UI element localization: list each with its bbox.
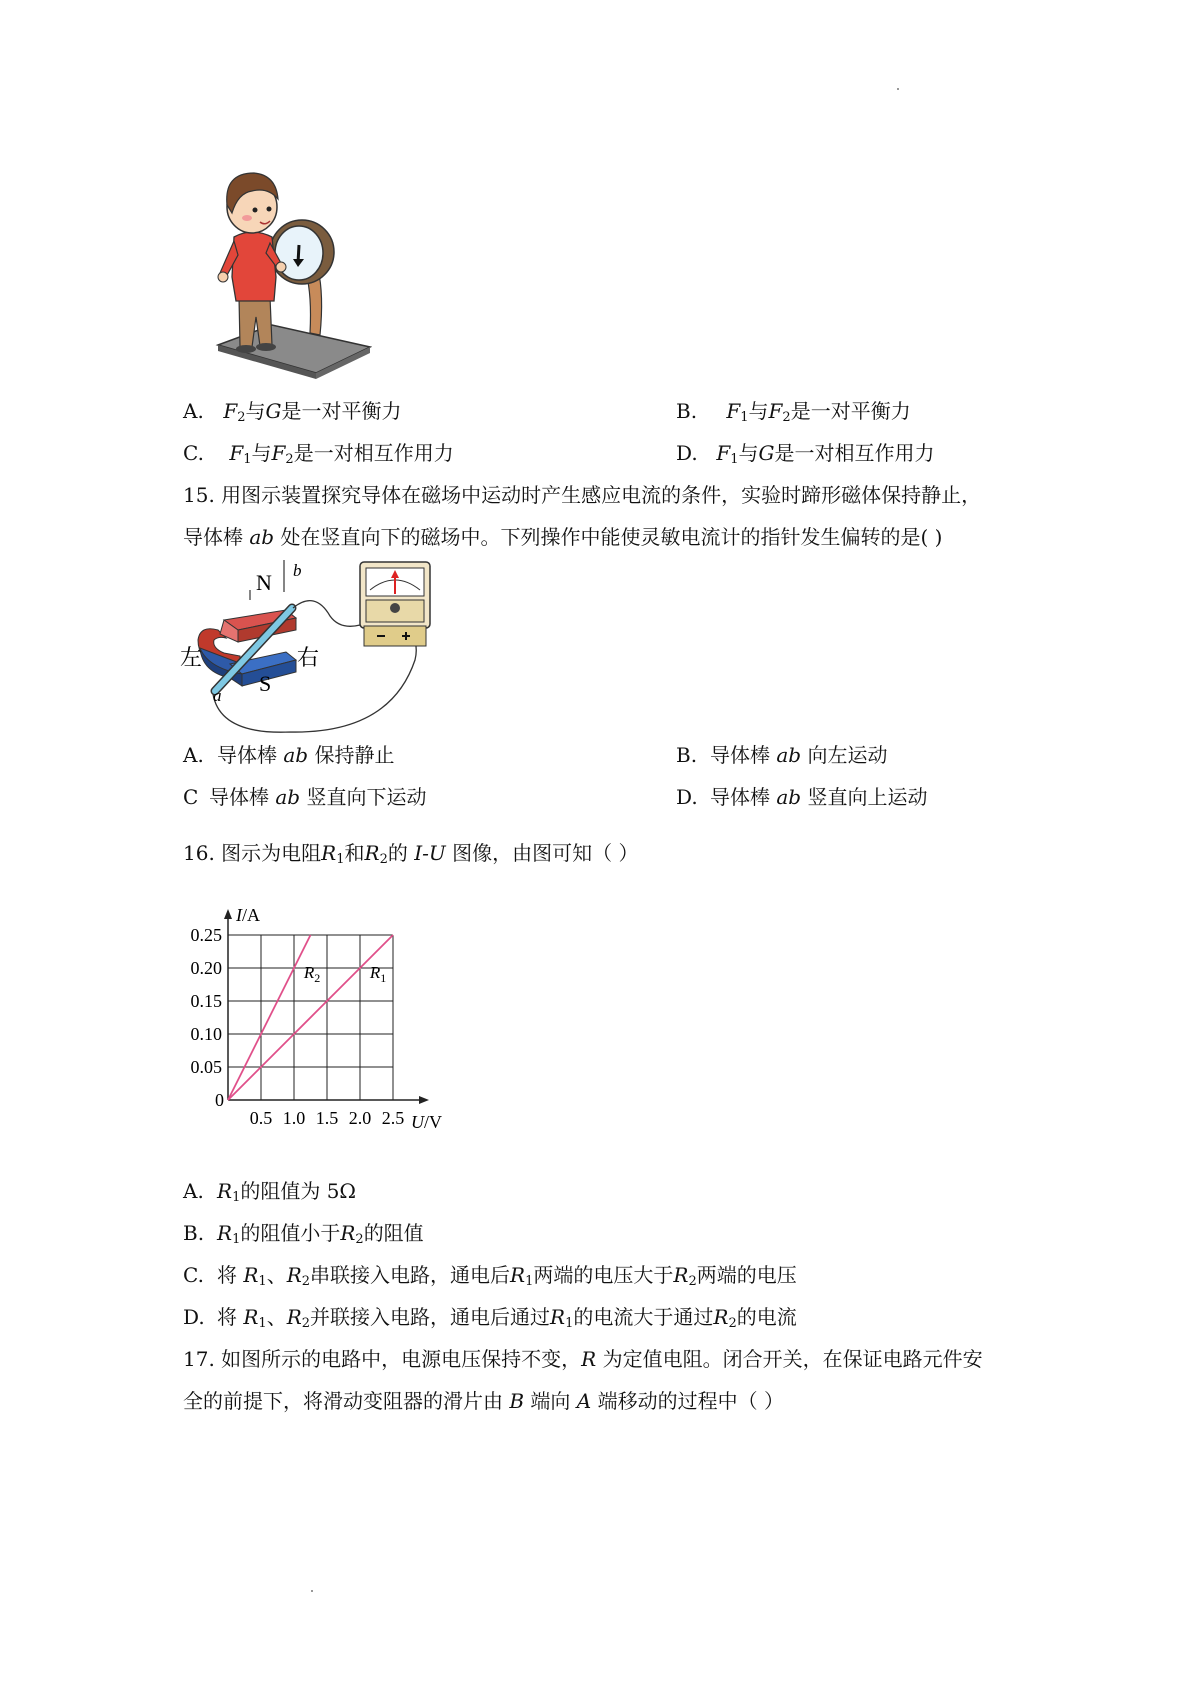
option-text: 、 <box>266 1263 287 1287</box>
var-a: A <box>576 1389 592 1413</box>
option-text: 的电流大于通过 <box>573 1305 714 1329</box>
subscript: 2 <box>301 1316 311 1331</box>
subscript: 1 <box>740 410 749 425</box>
end-a-label: a <box>213 686 222 705</box>
var-f: F <box>726 399 741 423</box>
option-label: D. <box>676 785 698 809</box>
question-text: 为定值电阻。闭合开关，在保证电路元件安 <box>602 1347 983 1371</box>
series-annotation: $R_1$ <box>369 962 387 985</box>
boy-on-scale-illustration <box>212 165 372 380</box>
q14-option-d[interactable] <box>676 440 935 466</box>
q15-option-b[interactable] <box>676 742 887 768</box>
var-iu: I-U <box>414 841 446 865</box>
subscript: 1 <box>565 1316 574 1331</box>
option-text: 将 <box>217 1263 237 1287</box>
iu-graph <box>170 880 470 1130</box>
var-g: G <box>265 399 282 423</box>
q16-option-a[interactable] <box>183 1178 356 1204</box>
subscript: 2 <box>285 452 294 467</box>
q15-stem-line2 <box>183 524 942 550</box>
var-r: R <box>217 1221 233 1245</box>
subscript: 2 <box>782 410 791 425</box>
subscript: 1 <box>232 1190 241 1205</box>
question-text: 图示为电阻 <box>221 841 322 865</box>
var-r: R <box>510 1263 526 1287</box>
option-text: 导体棒 <box>710 743 770 767</box>
question-text: 全的前提下，将滑动变阻器的滑片由 <box>183 1389 503 1413</box>
subscript: 1 <box>243 452 252 467</box>
var-ab: ab <box>275 785 301 809</box>
option-label: A. <box>183 1179 204 1203</box>
question-text: 图像，由图可知（ ） <box>452 841 639 865</box>
option-label: A. <box>183 399 204 423</box>
subscript: 2 <box>237 410 246 425</box>
subscript: 1 <box>525 1274 534 1289</box>
q17-stem-line1 <box>183 1346 983 1372</box>
y-axis-label: I/A <box>236 905 260 925</box>
var-r: R <box>286 1305 302 1329</box>
q15-option-c[interactable] <box>183 784 426 810</box>
option-text: 是一对平衡力 <box>790 399 911 423</box>
var-r: R <box>243 1305 259 1329</box>
subscript: 1 <box>258 1316 267 1331</box>
option-text: 串联接入电路，通电后 <box>310 1263 511 1287</box>
subscript: 2 <box>688 1274 697 1289</box>
question-text: 处在竖直向下的磁场中。下列操作中能使灵敏电流计的指针发生偏转的是( ) <box>280 525 943 549</box>
question-number: 16. <box>183 841 215 865</box>
y-tick-label: 0.20 <box>190 958 222 978</box>
option-text: 的阻值为 5Ω <box>240 1179 357 1203</box>
var-f: F <box>271 441 286 465</box>
option-text: 导体棒 <box>710 785 770 809</box>
q14-option-c[interactable] <box>183 440 454 466</box>
var-r: R <box>243 1263 259 1287</box>
question-text: 如图所示的电路中，电源电压保持不变， <box>221 1347 582 1371</box>
y-tick-label: 0.15 <box>190 991 222 1011</box>
scan-dot-top <box>897 88 899 90</box>
question-number: 17. <box>183 1347 215 1371</box>
left-label: 左 <box>180 645 203 670</box>
option-label: C. <box>183 1263 204 1287</box>
option-label: B. <box>676 399 698 423</box>
subscript: 2 <box>728 1316 737 1331</box>
subscript: 2 <box>379 852 388 867</box>
option-text: 竖直向上运动 <box>807 785 928 809</box>
question-text: 导体棒 <box>183 525 243 549</box>
x-axis-arrow <box>419 1096 429 1104</box>
option-text: 导体棒 <box>217 743 277 767</box>
option-text: 两端的电压大于 <box>533 1263 674 1287</box>
option-text: 与 <box>748 399 769 423</box>
var-r: R <box>713 1305 729 1329</box>
var-f: F <box>223 399 238 423</box>
option-text: 是一对相互作用力 <box>774 441 935 465</box>
option-text: 竖直向下运动 <box>306 785 427 809</box>
var-r: R <box>550 1305 566 1329</box>
subscript: 2 <box>301 1274 311 1289</box>
var-r: R <box>286 1263 302 1287</box>
question-text: 端向 <box>530 1389 571 1413</box>
subscript: 1 <box>730 452 739 467</box>
x-axis-label: U/V <box>411 1112 442 1130</box>
option-label: A. <box>183 743 204 767</box>
option-text: 与 <box>245 399 266 423</box>
question-number: 15. <box>183 483 215 507</box>
q17-stem-line2 <box>183 1388 784 1414</box>
south-pole-label: S <box>259 671 272 696</box>
y-tick-label: 0.25 <box>190 925 222 945</box>
option-text: 是一对相互作用力 <box>293 441 454 465</box>
option-text: 保持静止 <box>314 743 395 767</box>
right-label: 右 <box>297 645 320 670</box>
var-ab: ab <box>283 743 309 767</box>
y-tick-label: 0.05 <box>190 1057 222 1077</box>
option-label: D. <box>676 441 698 465</box>
q14-option-a[interactable] <box>183 398 402 424</box>
option-text: 导体棒 <box>209 785 269 809</box>
question-text: 端移动的过程中（ ） <box>597 1389 784 1413</box>
q16-stem <box>183 840 638 866</box>
option-text: 是一对平衡力 <box>281 399 402 423</box>
var-f: F <box>768 399 783 423</box>
option-text: 两端的电压 <box>696 1263 797 1287</box>
series-annotation: $R_2$ <box>303 962 321 985</box>
x-tick-label: 0.5 <box>249 1108 273 1128</box>
var-r: R <box>581 1347 597 1371</box>
q16-option-d[interactable] <box>183 1304 797 1330</box>
option-text: 、 <box>266 1305 287 1329</box>
series-line-r1 <box>228 935 393 1100</box>
option-label: D. <box>183 1305 205 1329</box>
series-line-r2 <box>228 935 311 1100</box>
option-label: B. <box>183 1221 205 1245</box>
var-f: F <box>716 441 731 465</box>
option-text: 与 <box>251 441 272 465</box>
north-pole-label: N <box>256 570 272 595</box>
q15-option-a[interactable] <box>183 742 394 768</box>
var-f: F <box>229 441 244 465</box>
var-r: R <box>217 1179 233 1203</box>
var-ab: ab <box>249 525 275 549</box>
option-text: 向左运动 <box>807 743 888 767</box>
subscript: 2 <box>355 1232 364 1247</box>
subscript: 1 <box>336 852 345 867</box>
option-text: 的电流 <box>736 1305 797 1329</box>
var-r: R <box>321 841 337 865</box>
option-label: C. <box>183 441 204 465</box>
scan-dot-bottom <box>311 1590 313 1592</box>
q15-option-d[interactable] <box>676 784 927 810</box>
magnet-galvanometer-figure <box>180 560 460 735</box>
end-b-label: b <box>293 561 302 580</box>
x-tick-label: 2.0 <box>348 1108 372 1128</box>
var-r: R <box>673 1263 689 1287</box>
var-r: R <box>340 1221 356 1245</box>
q15-stem-line1 <box>183 482 981 508</box>
option-label: B. <box>676 743 698 767</box>
y-axis-arrow <box>224 909 232 919</box>
x-tick-label: 2.5 <box>381 1108 405 1128</box>
q16-option-c[interactable] <box>183 1262 797 1288</box>
option-text: 并联接入电路，通电后通过 <box>310 1305 551 1329</box>
question-text: 和 <box>344 841 365 865</box>
option-text: 的阻值小于 <box>240 1221 341 1245</box>
q14-option-b[interactable] <box>676 398 911 424</box>
option-text: 的阻值 <box>363 1221 424 1245</box>
question-text: 的 <box>387 841 408 865</box>
var-ab: ab <box>776 785 802 809</box>
var-ab: ab <box>776 743 802 767</box>
option-label: C <box>183 785 199 809</box>
var-b: B <box>509 1389 525 1413</box>
subscript: 1 <box>232 1232 241 1247</box>
x-tick-label: 1.5 <box>315 1108 339 1128</box>
option-text: 与 <box>738 441 759 465</box>
option-text: 将 <box>217 1305 237 1329</box>
origin-label: 0 <box>215 1090 224 1110</box>
question-text: 用图示装置探究导体在磁场中运动时产生感应电流的条件，实验时蹄形磁体保持静止， <box>221 483 982 507</box>
q16-option-b[interactable] <box>183 1220 424 1246</box>
subscript: 1 <box>258 1274 267 1289</box>
var-r: R <box>364 841 380 865</box>
y-tick-label: 0.10 <box>190 1024 222 1044</box>
var-g: G <box>758 441 775 465</box>
x-tick-label: 1.0 <box>282 1108 306 1128</box>
